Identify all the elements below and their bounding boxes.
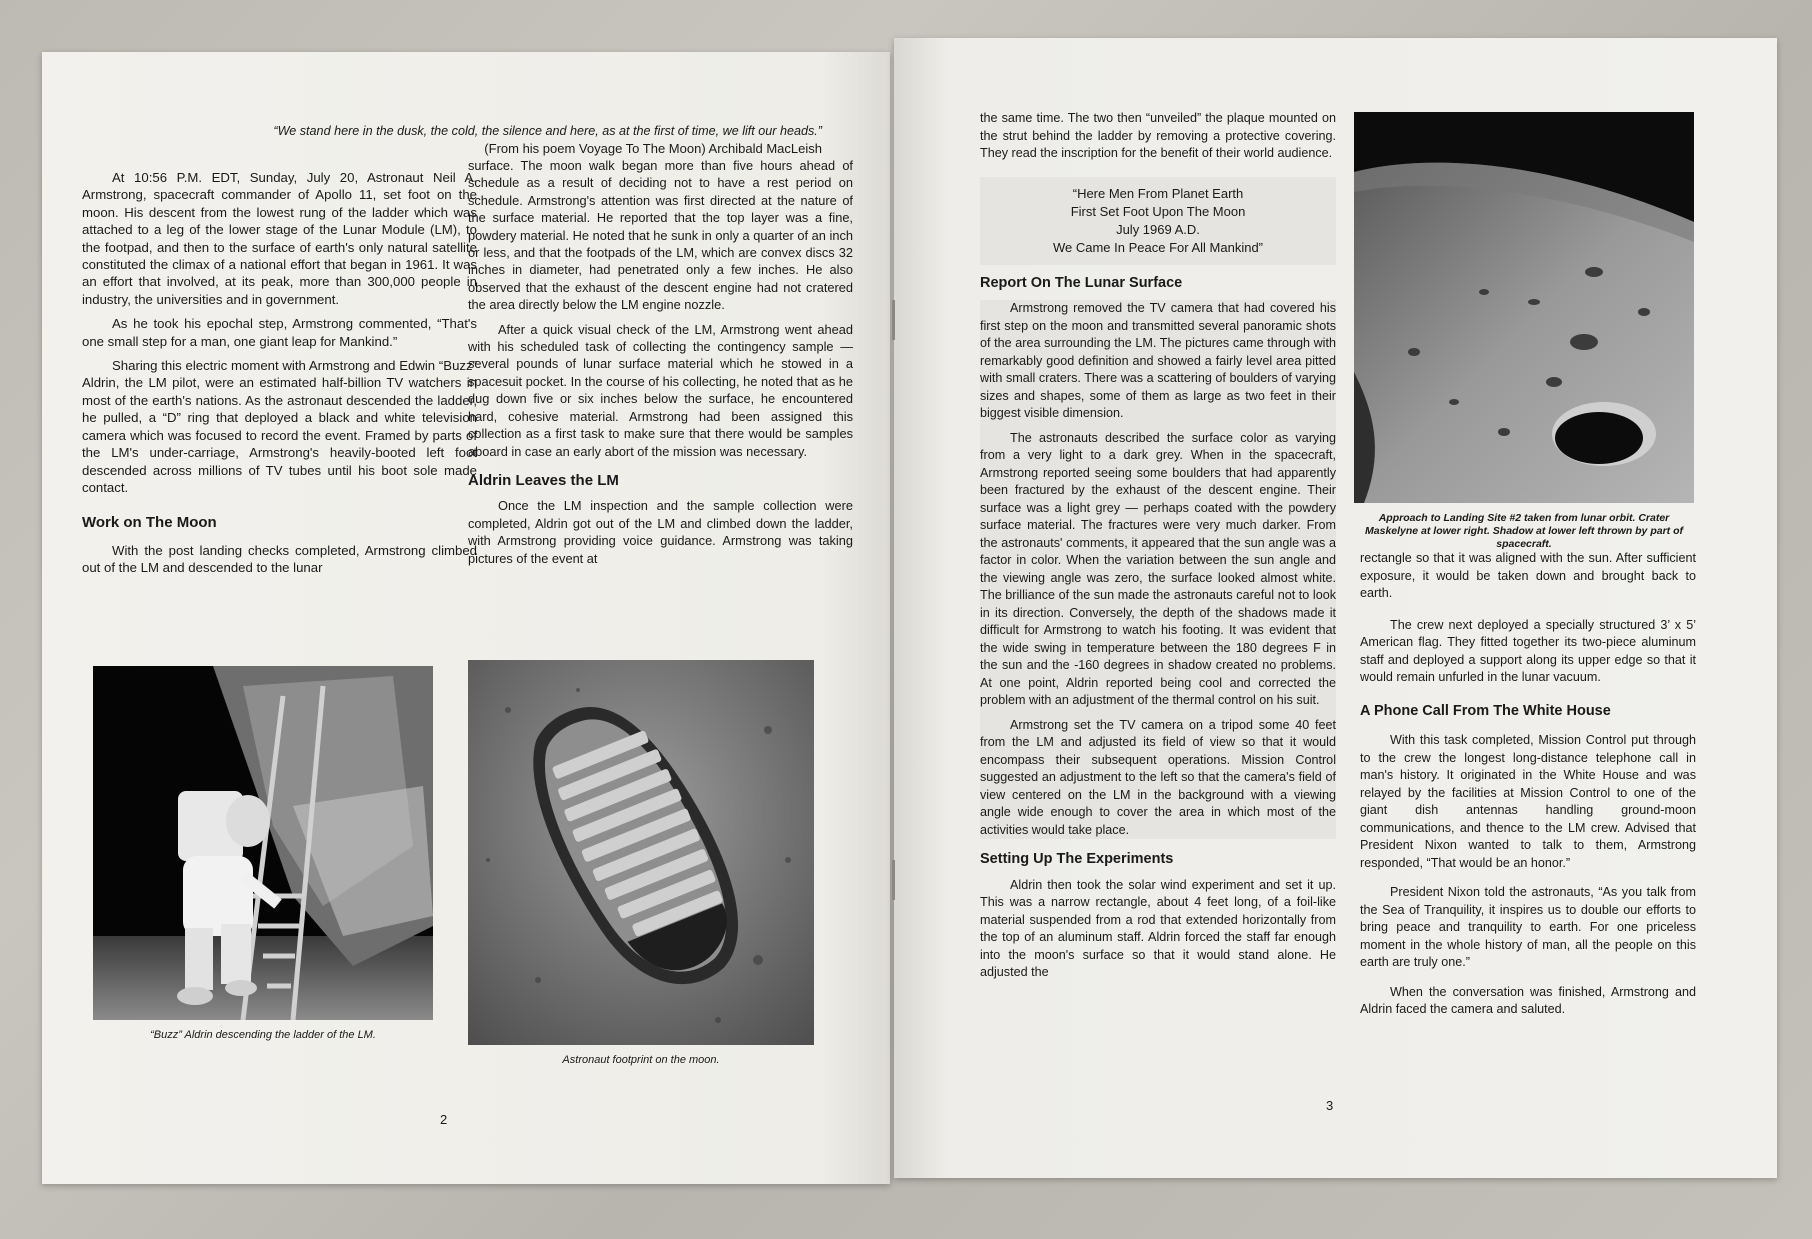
plaque-line: “Here Men From Planet Earth [1072, 185, 1244, 201]
epigraph-quote: “We stand here in the dusk, the cold, the silence and here, as at the first of time, we lift our heads.” [273, 124, 822, 138]
left-column-2 [468, 157, 853, 574]
right-column-2 [1360, 550, 1696, 1026]
paragraph: With the post landing checks completed, Armstrong climbed out of the LM and descended to the lunar [82, 542, 477, 576]
photo-footprint [468, 660, 814, 1045]
paragraph: With this task completed, Mission Control put through to the crew the longest long-distance telephone call in man's history. It originated in the White House and was relayed by the facilities at Mission Control to one of the giant dish antennas handling ground-moon communications, and thence to the LM crew. Advised that President Nixon wanted to talk to them, Armstrong responded, “That would be an honor.” [1360, 733, 1696, 870]
paragraph: rectangle so that it was aligned with the sun. After sufficient exposure, it would be taken down and brought back to earth. [1360, 551, 1696, 600]
photo-aldrin-ladder [93, 666, 433, 1020]
page-number-right: 3 [1326, 1098, 1334, 1113]
heading-aldrin-leaves-the-lm: Aldrin Leaves the LM [468, 471, 619, 489]
left-page [42, 52, 890, 1184]
paragraph: Sharing this electric moment with Armstrong and Edwin “Buzz” Aldrin, the LM pilot, were an estimated half-billion TV watchers in most of the earth's nations. As the astronaut descended the ladder, he pulled, a “D” ring that deployed a black and white television camera which was focused to record the event. Framed by parts of the LM's under-carriage, Armstrong's heavily-booted left foot descended across millions of TV tubes until his boot sole made contact. [82, 358, 477, 495]
paragraph: Once the LM inspection and the sample collection were completed, Aldrin got out of the LM and climbed down the ladder, with Armstrong providing voice guidance. Armstrong was taking pictures of the event at [468, 498, 853, 566]
paragraph: After a quick visual check of the LM, Armstrong went ahead with his scheduled task of collecting the contingency sample — several pounds of lunar surface material which he stowed in a spacesuit pocket. In the course of his collecting, he noted that as he dug down five or six inches below the surface, he encountered hard, cohesive material. Armstrong had been assigned this collection as a first task to make sure that there would be samples aboard in case an early abort of the mission was necessary. [468, 321, 853, 459]
heading-report-lunar-surface: Report On The Lunar Surface [980, 274, 1183, 291]
paragraph: As he took his epochal step, Armstrong commented, “That's one small step for a man, one giant leap for Mankind.” [82, 316, 477, 349]
right-column-1 [980, 110, 1336, 989]
paragraph: At 10:56 P.M. EDT, Sunday, July 20, Astronaut Neil A. Armstrong, spacecraft commander of Apollo 11, set foot on the moon. His descent from the lowest rung of the ladder which was attached to a leg of the lower stage of the Lunar Module (LM), to the footpad, and then to the surface of earth's only natural satellite constituted the climax of a national effort that began in 1961. It was an effort that involved, at its peak, more than 300,000 people in industry, the universities and in government. [82, 170, 477, 307]
plaque-line: We Came In Peace For All Mankind” [1052, 239, 1263, 255]
caption-landing-site: Approach to Landing Site #2 taken from lunar orbit. Crater Maskelyne at lower right. Shadow at lower left thrown by part of spacecraft. [1365, 512, 1683, 550]
plaque-inscription [980, 177, 1336, 265]
caption-footprint: Astronaut footprint on the moon. [562, 1054, 720, 1066]
epigraph [82, 122, 822, 158]
paragraph: the same time. The two then “unveiled” the plaque mounted on the strut behind the ladder by removing a protective covering. They read the inscription for the benefit of their world audience. [980, 111, 1336, 160]
epigraph-attribution: (From his poem Voyage To The Moon) Archibald MacLeish [484, 141, 822, 156]
staple-top [892, 300, 895, 340]
heading-work-on-the-moon: Work on The Moon [82, 514, 217, 532]
right-page [894, 38, 1777, 1178]
paragraph: President Nixon told the astronauts, “As you talk from the Sea of Tranquility, it inspires us to double our efforts to bring peace and tranquility to earth. For one priceless moment in the whole history of man, all the people on this earth are truly one.” [1360, 885, 1696, 969]
paragraph: Aldrin then took the solar wind experiment and set it up. This was a narrow rectangle, about 4 feet long, of a foil-like material suspended from a rod that extended horizontally from the top of an aluminum staff. Aldrin forced the staff far enough into the moon's surface so that it would stand alone. He adjusted the [980, 877, 1336, 979]
paragraph: Armstrong set the TV camera on a tripod some 40 feet from the LM and adjusted its field of view so that it would encompass their subsequent operations. Mission Control suggested an adjustment to the left so that the camera's field of view centered on the LM in the background with a viewing angle wide enough to cover the area in which most of the activities would take place. [980, 717, 1336, 837]
heading-phone-call: A Phone Call From The White House [1360, 702, 1611, 719]
lunar-surface-section [980, 300, 1336, 839]
plaque-line: July 1969 A.D. [1116, 221, 1200, 237]
heading-setting-up-experiments: Setting Up The Experiments [980, 851, 1174, 867]
left-column-1 [82, 169, 477, 584]
aldrin-ladder-image [93, 666, 433, 1020]
paragraph: surface. The moon walk began more than five hours ahead of schedule as a result of deciding not to have a rest period on schedule. Armstrong's attention was first directed at the nature of the surface material. He reported that the top layer was a fine, powdery material. He noted that he sunk in only a quarter of an inch or less, and that the footpads of the LM, which are convex discs 32 inches in diameter, had penetrated only a few inches. He also observed that the exhaust of the descent engine had not cratered the area directly below the LM engine nozzle. [468, 158, 853, 313]
paragraph: The crew next deployed a specially structured 3’ x 5’ American flag. They fitted together its two-piece aluminum staff and deployed a support along its upper edge so that it would remain unfurled in the lunar vacuum. [1360, 617, 1696, 684]
caption-aldrin-ladder: “Buzz” Aldrin descending the ladder of the LM. [150, 1029, 376, 1041]
staple-bottom [892, 860, 895, 900]
photo-landing-site [1354, 112, 1694, 503]
page-number-left: 2 [440, 1112, 448, 1127]
paragraph: Armstrong removed the TV camera that had covered his first step on the moon and transmitted several panoramic shots of the area surrounding the LM. The pictures came through with remarkably good definition and showed a fairly level area pitted with small craters. There was a scattering of boulders of varying sizes and shapes, some of them as large as two feet in their biggest visible dimension. [980, 301, 1336, 420]
plaque-line: First Set Foot Upon The Moon [1070, 203, 1246, 219]
footprint-image [468, 660, 814, 1045]
paragraph: The astronauts described the surface color as varying from a very light to a dark grey. When in the spacecraft, Armstrong reported seeing some boulders that had apparently been fractured by the exhaust of the descent engine. Their surface was a light grey — perhaps coated with the powdery surface material. The fractures were very much darker. From the astronauts' comments, it appeared that the sun angle was a factor in color. When the variation between the sun angle and the viewing angle was zero, the surface looked almost white. The brilliance of the sun made the astronauts careful not to look in its direction. Conversely, the depth of the shadows made it difficult for Armstrong to watch his footing. It was evident that the wide swing in temperature between the 180 degrees F in the sun and the -160 degrees in shadow created no problems. At one point, Aldrin reported being cool and corrected the problem with an adjustment of the thermal control on his suit. [980, 430, 1336, 707]
paragraph: When the conversation was finished, Armstrong and Aldrin faced the camera and saluted. [1360, 984, 1696, 1016]
lunar-orbit-image [1354, 112, 1694, 503]
